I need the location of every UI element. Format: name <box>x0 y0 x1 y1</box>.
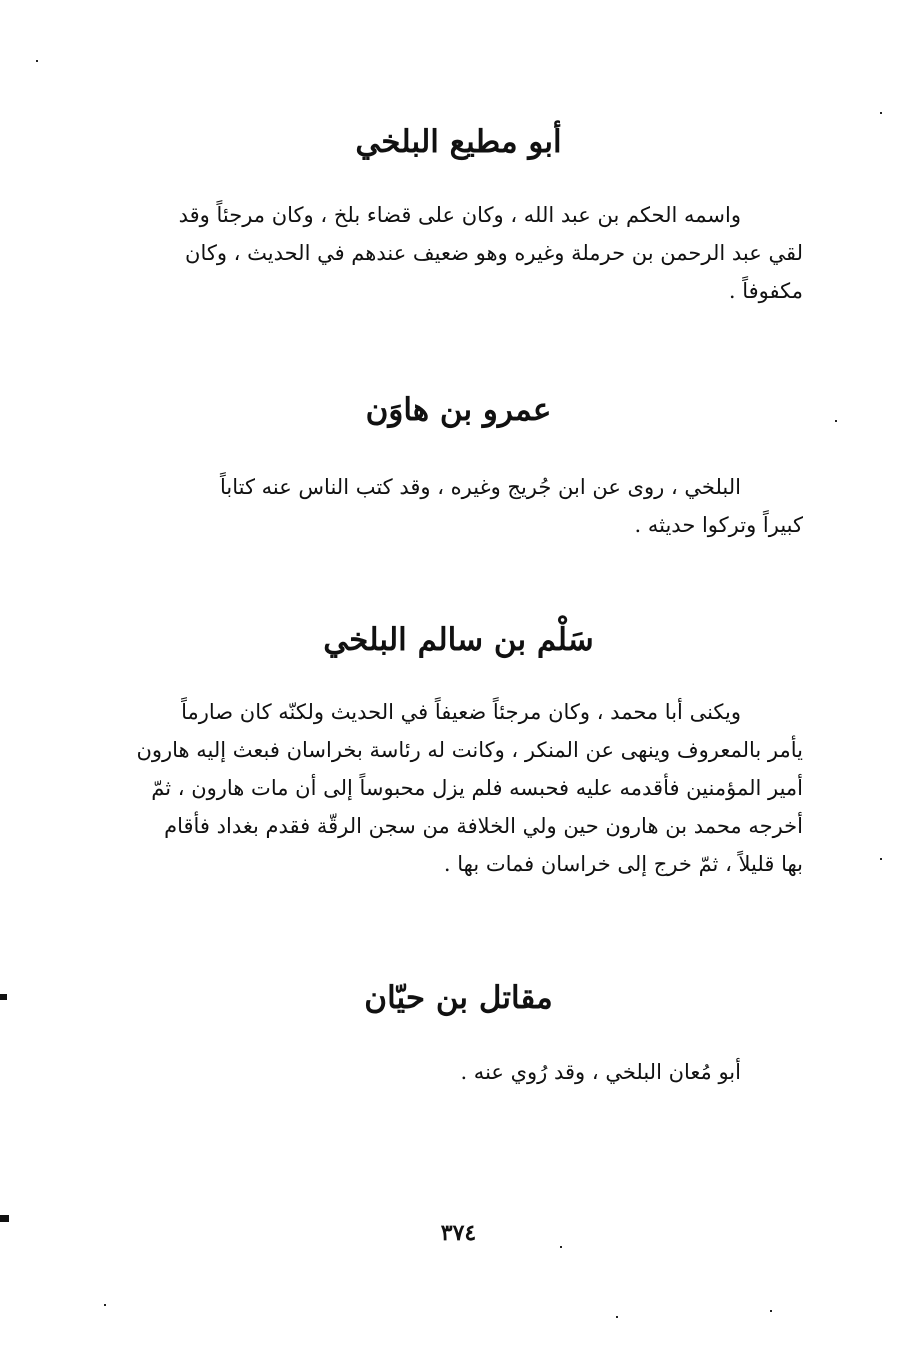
entry-body-muqatil-ibn-hayyan <box>103 1053 803 1091</box>
text-line: البلخي ، روى عن ابن جُريج وغيره ، وقد كتب الناس عنه كتاباً <box>219 475 741 499</box>
text-line: كبيراً وتركوا حديثه . <box>634 513 803 537</box>
scan-speck <box>880 112 882 114</box>
scan-speck <box>770 1310 772 1312</box>
text-line: مكفوفاً . <box>728 279 803 303</box>
page-number: ٣٧٤ <box>440 1220 477 1246</box>
scan-edge-mark <box>0 994 7 1000</box>
text-line: واسمه الحكم بن عبد الله ، وكان على قضاء بلخ ، وكان مرجئاً وقد <box>178 203 741 227</box>
scan-speck <box>104 1304 106 1306</box>
scan-speck <box>560 1246 562 1248</box>
scan-speck <box>616 1316 618 1318</box>
entry-body-abu-muti <box>103 196 803 310</box>
entry-body-salm-ibn-salim <box>103 693 803 883</box>
text-line: بها قليلاً ، ثمّ خرج إلى خراسان فمات بها . <box>443 852 803 876</box>
entry-heading-abu-muti: أبو مطيع البلخي <box>355 124 562 160</box>
text-line: ويكنى أبا محمد ، وكان مرجئاً ضعيفاً في الحديث ولكنّه كان صارماً <box>181 700 741 724</box>
entry-heading-amr-ibn-harun: عمرو بن هاوَن <box>365 392 552 428</box>
entry-heading-salm-ibn-salim: سَلْم بن سالم البلخي <box>323 622 594 658</box>
text-line: أخرجه محمد بن هارون حين ولي الخلافة من سجن الرقّة فقدم بغداد فأقام <box>164 814 803 838</box>
scan-speck <box>36 60 38 62</box>
text-line: لقي عبد الرحمن بن حرملة وغيره وهو ضعيف عندهم في الحديث ، وكان <box>185 241 803 265</box>
text-line: أمير المؤمنين فأقدمه عليه فحبسه فلم يزل محبوساً إلى أن مات هارون ، ثمّ <box>151 776 803 800</box>
entry-body-amr-ibn-harun <box>103 468 803 544</box>
text-line: أبو مُعان البلخي ، وقد رُوي عنه . <box>460 1060 741 1084</box>
scan-speck <box>835 420 837 422</box>
entry-heading-muqatil-ibn-hayyan: مقاتل بن حيّان <box>364 980 553 1016</box>
scan-edge-mark <box>0 1215 9 1222</box>
scan-speck <box>880 858 882 860</box>
text-line: يأمر بالمعروف وينهى عن المنكر ، وكانت له رئاسة بخراسان فبعث إليه هارون <box>136 738 803 762</box>
